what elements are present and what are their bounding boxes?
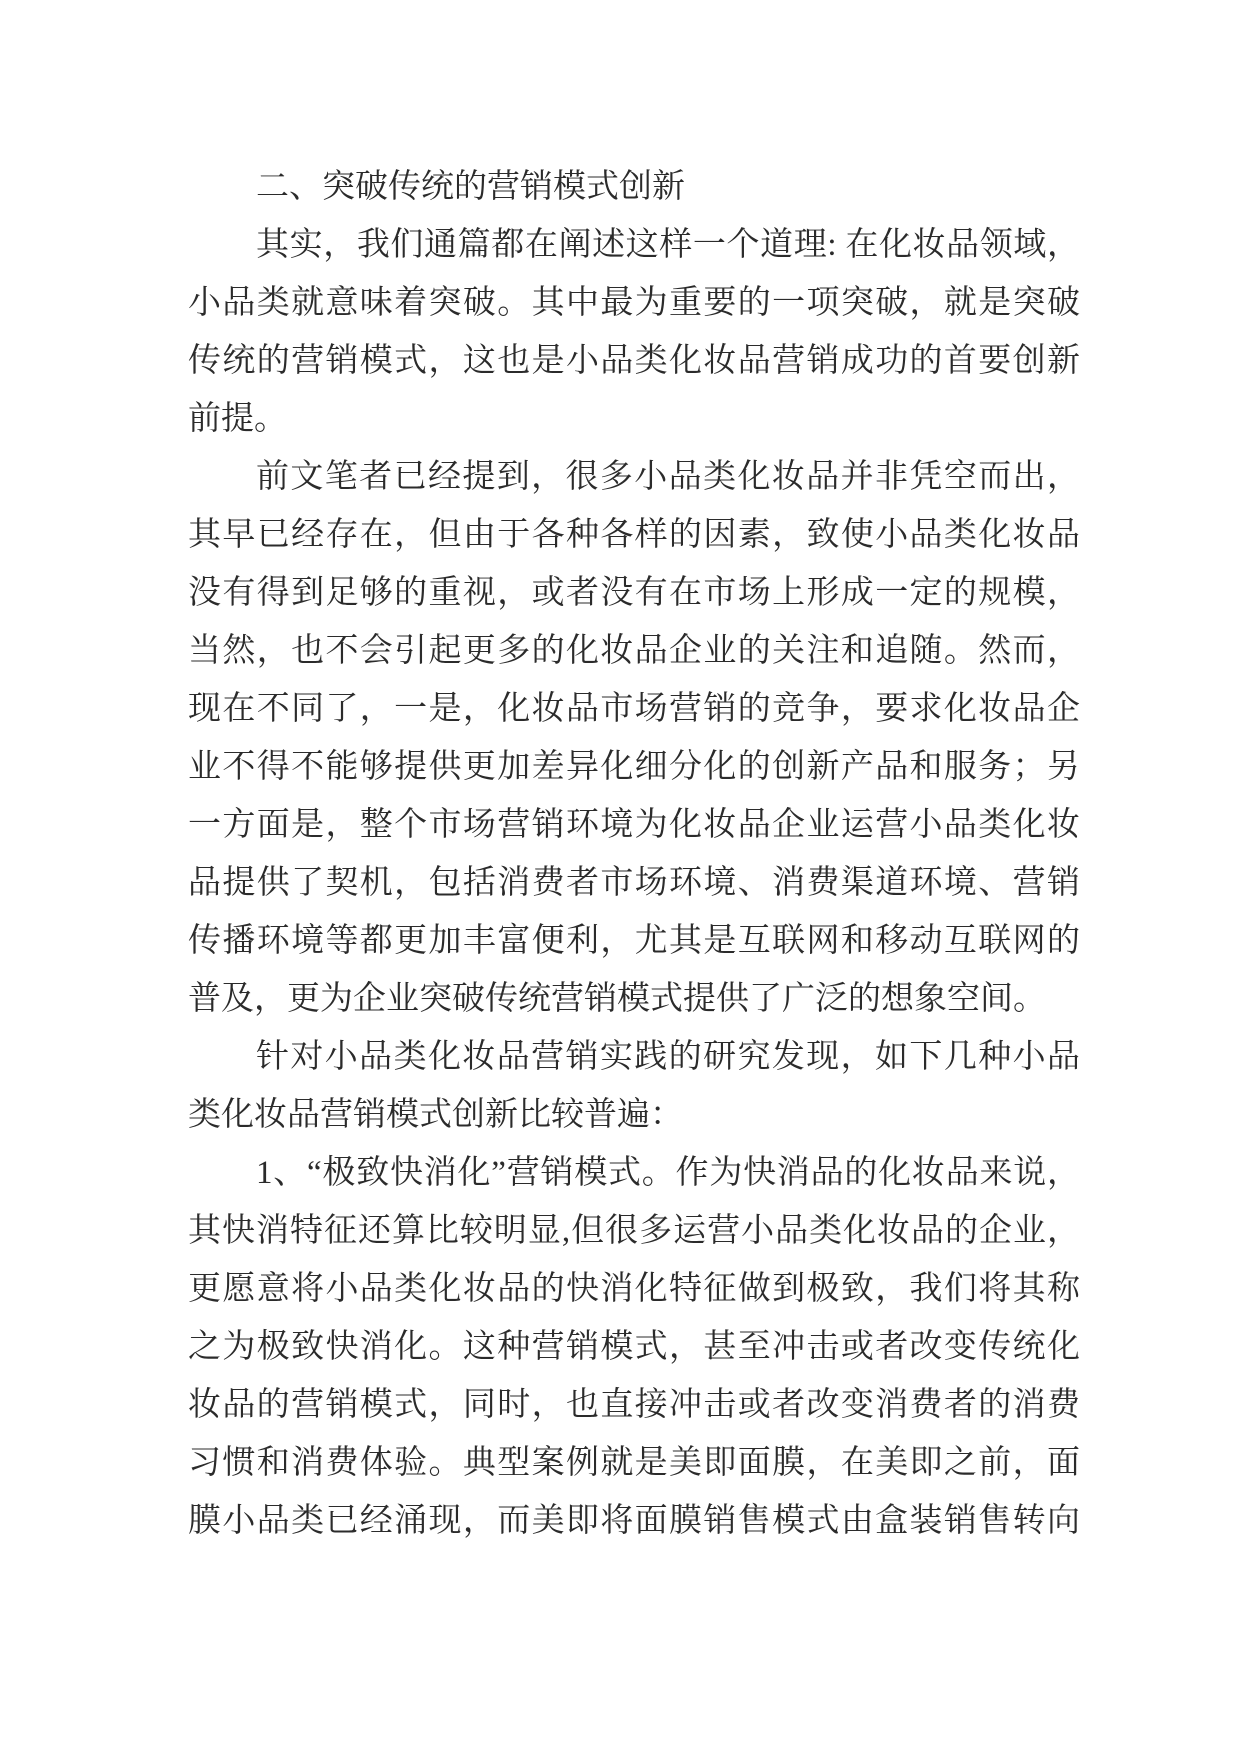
body-line: 传播环境等都更加丰富便利，尤其是互联网和移动互联网的 [188, 923, 1080, 959]
body-line: 前文笔者已经提到，很多小品类化妆品并非凭空而出， [256, 459, 1080, 495]
body-line: 妆品的营销模式，同时，也直接冲击或者改变消费者的消费 [188, 1387, 1080, 1423]
body-line: 没有得到足够的重视，或者没有在市场上形成一定的规模， [188, 575, 1080, 611]
body-line: 当然，也不会引起更多的化妆品企业的关注和追随。然而， [188, 633, 1080, 669]
body-line: 类化妆品营销模式创新比较普遍： [188, 1097, 683, 1133]
section-heading: 二、突破传统的营销模式创新 [256, 169, 685, 205]
body-line: 前提。 [188, 401, 287, 437]
body-line: 更愿意将小品类化妆品的快消化特征做到极致，我们将其称 [188, 1271, 1080, 1307]
body-line: 1、“极致快消化”营销模式。作为快消品的化妆品来说， [256, 1155, 1080, 1191]
body-line: 之为极致快消化。这种营销模式，甚至冲击或者改变传统化 [188, 1329, 1080, 1365]
body-line: 其快消特征还算比较明显,但很多运营小品类化妆品的企业， [188, 1213, 1080, 1249]
body-line: 小品类就意味着突破。其中最为重要的一项突破，就是突破 [188, 285, 1080, 321]
body-line: 针对小品类化妆品营销实践的研究发现，如下几种小品 [256, 1039, 1080, 1075]
body-line: 品提供了契机，包括消费者市场环境、消费渠道环境、营销 [188, 865, 1080, 901]
body-line: 业不得不能够提供更加差异化细分化的创新产品和服务；另 [188, 749, 1080, 785]
body-line: 普及，更为企业突破传统营销模式提供了广泛的想象空间。 [188, 981, 1046, 1017]
body-line: 习惯和消费体验。典型案例就是美即面膜，在美即之前，面 [188, 1445, 1080, 1481]
body-line: 膜小品类已经涌现，而美即将面膜销售模式由盒装销售转向 [188, 1503, 1080, 1539]
body-line: 其早已经存在，但由于各种各样的因素，致使小品类化妆品 [188, 517, 1080, 553]
text-block [188, 158, 1080, 1550]
body-line: 传统的营销模式，这也是小品类化妆品营销成功的首要创新 [188, 343, 1080, 379]
body-line: 其实，我们通篇都在阐述这样一个道理: 在化妆品领域， [256, 227, 1080, 263]
body-line: 一方面是，整个市场营销环境为化妆品企业运营小品类化妆 [188, 807, 1080, 843]
body-line: 现在不同了，一是，化妆品市场营销的竞争，要求化妆品企 [188, 691, 1080, 727]
